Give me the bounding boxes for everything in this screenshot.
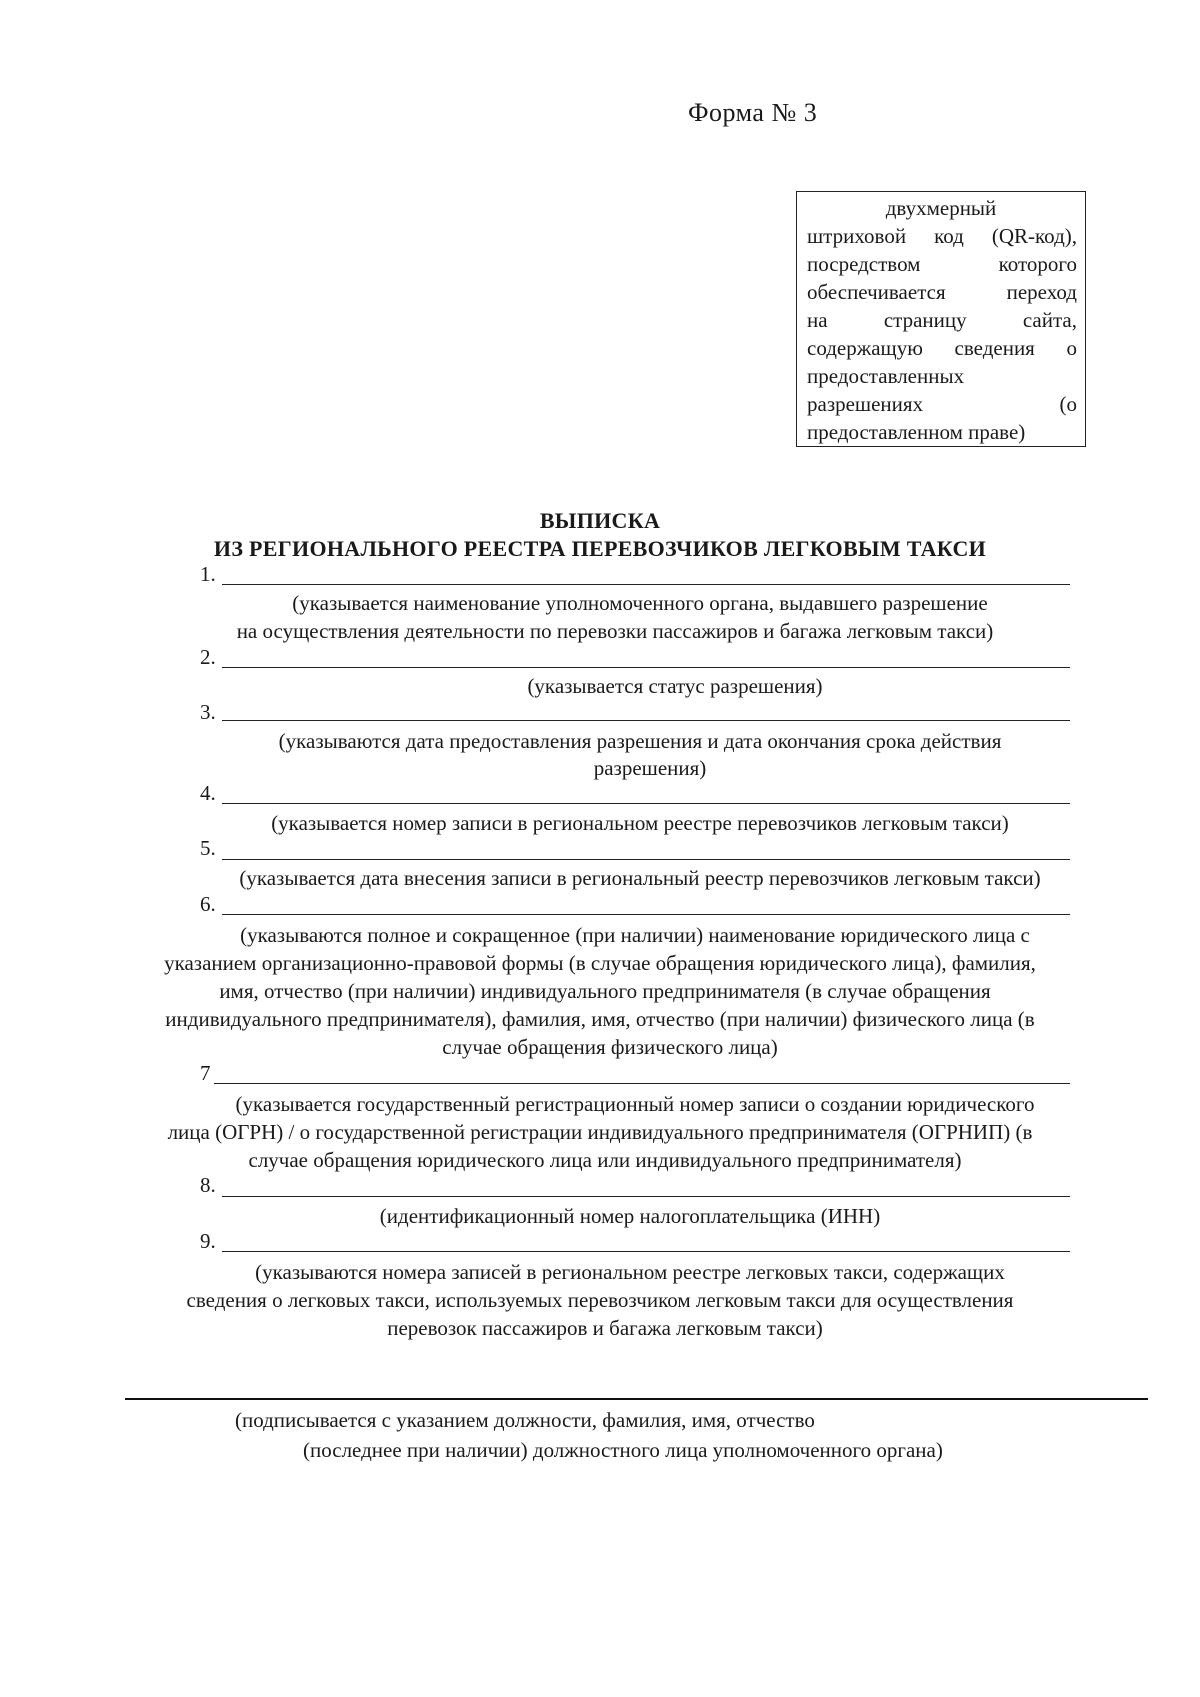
field-note: случае обращения юридического лица или индивидуального предпринимателя) — [248, 1148, 962, 1172]
signature-line — [125, 1398, 1148, 1400]
field-note: (указываются номера записей в региональном реестре легковых такси, содержащих — [255, 1260, 1005, 1284]
field-number: 3. — [200, 700, 216, 724]
qr-text-line: содержащую сведения о — [807, 336, 1077, 360]
qr-code-placeholder — [796, 191, 1086, 447]
document-subtitle: ИЗ РЕГИОНАЛЬНОГО РЕЕСТРА ПЕРЕВОЗЧИКОВ ЛЕГКОВЫМ ТАКСИ — [213, 536, 987, 561]
field-note: (указываются дата предоставления разрешения и дата окончания срока действия — [278, 729, 1002, 753]
qr-text-line: разрешениях (о — [807, 392, 1077, 416]
field-note: имя, отчество (при наличии) индивидуального предпринимателя (в случае обращения — [219, 979, 991, 1003]
field-note: индивидуального предпринимателя), фамилия, имя, отчество (при наличии) физического лица (в — [165, 1007, 1035, 1031]
field-note: лица (ОГРН) / о государственной регистрации индивидуального предпринимателя (ОГРНИП) (в — [167, 1120, 1033, 1144]
field-number: 9. — [200, 1229, 216, 1253]
field-entry-line — [222, 1251, 1070, 1252]
field-note: (идентификационный номер налогоплательщика (ИНН) — [379, 1204, 881, 1228]
field-entry-line — [222, 584, 1070, 585]
field-note: (указывается номер записи в региональном реестре перевозчиков легковым такси) — [271, 811, 1009, 835]
field-entry-line — [222, 803, 1070, 804]
field-note: на осуществления деятельности по перевозки пассажиров и багажа легковым такси) — [236, 619, 994, 643]
field-note: перевозок пассажиров и багажа легковым такси) — [387, 1316, 823, 1340]
field-note: (указывается наименование уполномоченного органа, выдавшего разрешение — [292, 591, 988, 615]
qr-text-line: штриховой код (QR-код), — [807, 224, 1077, 248]
qr-text-line: предоставленных — [807, 364, 965, 388]
qr-text-line: на страницу сайта, — [807, 308, 1077, 332]
field-entry-line — [222, 914, 1070, 915]
form-number: Форма № 3 — [688, 98, 818, 127]
field-note: (указываются полное и сокращенное (при наличии) наименование юридического лица с — [240, 923, 1030, 947]
field-note: случае обращения физического лица) — [442, 1035, 778, 1059]
qr-text-line: двухмерный — [885, 196, 997, 220]
field-note: (указывается дата внесения записи в региональный реестр перевозчиков легковым такси) — [239, 866, 1041, 890]
field-note: (указывается государственный регистрационный номер записи о создании юридического — [235, 1092, 1035, 1116]
field-entry-line — [222, 859, 1070, 860]
field-note: разрешения) — [593, 756, 707, 780]
field-number: 8. — [200, 1173, 216, 1197]
document-title: ВЫПИСКА — [539, 508, 661, 533]
qr-text-line: посредством которого — [807, 252, 1077, 276]
field-entry-line — [222, 667, 1070, 668]
signature-note: (последнее при наличии) должностного лица уполномоченного органа) — [303, 1438, 943, 1462]
field-note: (указывается статус разрешения) — [527, 674, 823, 698]
qr-text-line: предоставленном праве) — [807, 420, 1026, 444]
field-number: 1. — [200, 562, 216, 586]
field-note: сведения о легковых такси, используемых перевозчиком легковым такси для осуществления — [186, 1288, 1014, 1312]
signature-note: (подписывается с указанием должности, фамилия, имя, отчество — [235, 1408, 815, 1432]
field-entry-line — [214, 1083, 1070, 1084]
qr-text-line: обеспечивается переход — [807, 280, 1077, 304]
field-number: 5. — [200, 836, 216, 860]
field-number: 7 — [200, 1061, 211, 1085]
field-entry-line — [222, 720, 1070, 721]
field-note: указанием организационно-правовой формы (в случае обращения юридического лица), фамилия, — [164, 951, 1036, 975]
field-number: 4. — [200, 781, 216, 805]
field-number: 6. — [200, 892, 216, 916]
field-entry-line — [222, 1196, 1070, 1197]
field-number: 2. — [200, 645, 216, 669]
